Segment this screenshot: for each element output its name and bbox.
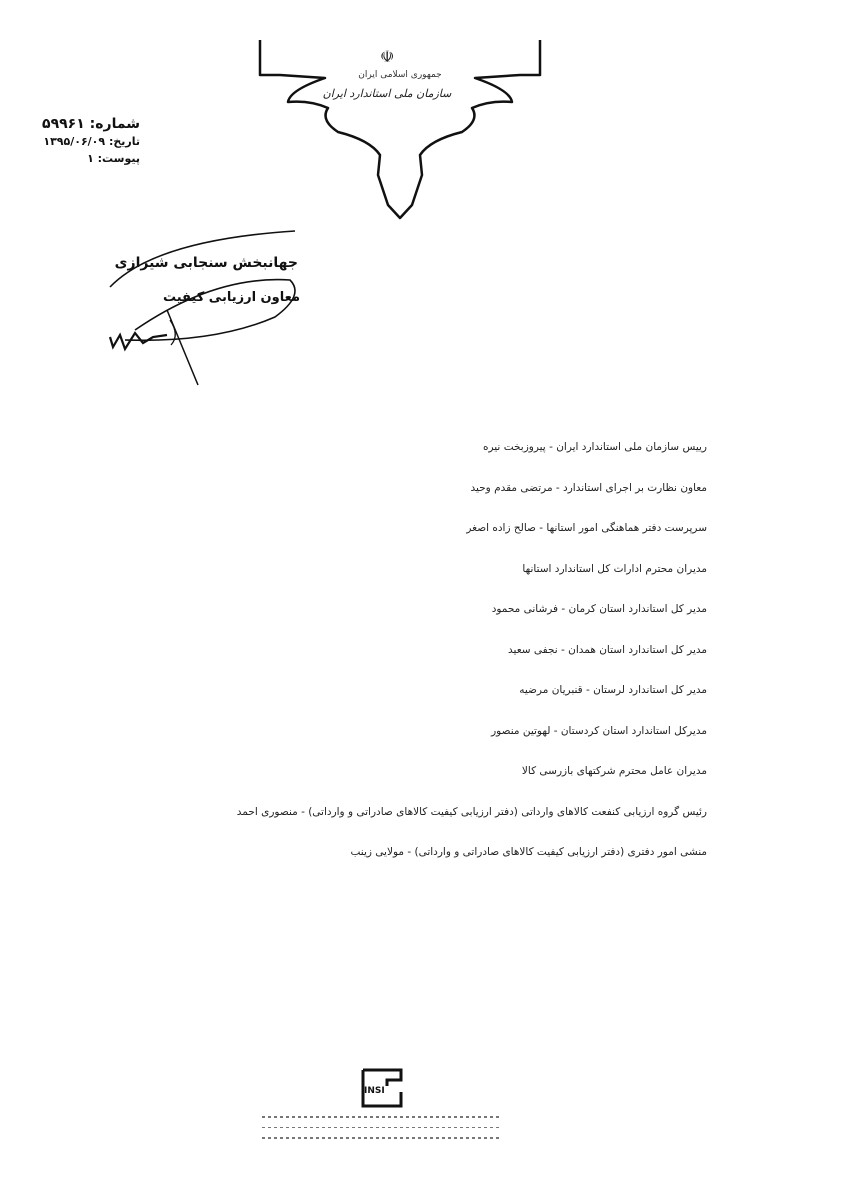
list-item: منشی امور دفتری (دفتر ارزیابی کیفیت کالاهای صادراتی و وارداتی) - مولایی زینب [350, 846, 707, 858]
letter-date: تاریخ: ۱۳۹۵/۰۶/۰۹ [43, 135, 140, 148]
list-item: مدیران عامل محترم شرکتهای بازرسی کالا [521, 765, 707, 777]
org-name-label: سازمان ملی استاندارد ایران [322, 87, 452, 100]
letter-meta [30, 116, 140, 167]
letter-attachment: پیوست: ۱ [87, 152, 140, 165]
list-item: مدیران محترم ادارات کل استاندارد استانها [522, 562, 707, 575]
recipient-list [167, 440, 707, 886]
list-item: رییس سازمان ملی استاندارد ایران - پیروزبخت نیره [482, 441, 707, 453]
footer-logo-text: INSI [364, 1086, 385, 1096]
emblem-outline [250, 40, 555, 220]
list-item: مدیر کل استاندارد لرستان - قنبریان مرضیه [519, 684, 707, 696]
footer-line [262, 1116, 502, 1118]
list-item: سرپرست دفتر هماهنگی امور استانها - صالح زاده اصغر [466, 522, 707, 534]
org-country-label: جمهوری اسلامی ایران [358, 70, 442, 80]
footer-line [262, 1127, 502, 1129]
footer-address-lines [262, 1116, 502, 1148]
signer-name: جهانبخش سنجابی شیرازی [114, 255, 298, 271]
list-item: معاون نظارت بر اجرای استاندارد - مرتضی مقدم وحید [470, 481, 707, 494]
list-item: مدیر کل استاندارد استان همدان - نجفی سعید [508, 643, 707, 656]
list-item: رئیس گروه ارزیابی کنفعت کالاهای وارداتی (دفتر ارزیابی کیفیت کالاهای صادراتی و وارداتی) - منصوری احمد [236, 805, 707, 818]
signer-title: معاون ارزیابی کیفیت [162, 290, 300, 305]
letter-number: شماره: ۵۹۹۶۱ [42, 116, 140, 132]
list-item: مدیرکل استاندارد استان کردستان - لهوتین منصور [491, 724, 707, 737]
letterhead-emblem [250, 40, 555, 220]
list-item: مدیر کل استاندارد استان کرمان - فرشانی محمود [491, 603, 707, 615]
signature-scribble [95, 225, 310, 390]
lion-sun-emblem-icon: ☫ [380, 47, 395, 66]
footer-line [262, 1137, 502, 1139]
